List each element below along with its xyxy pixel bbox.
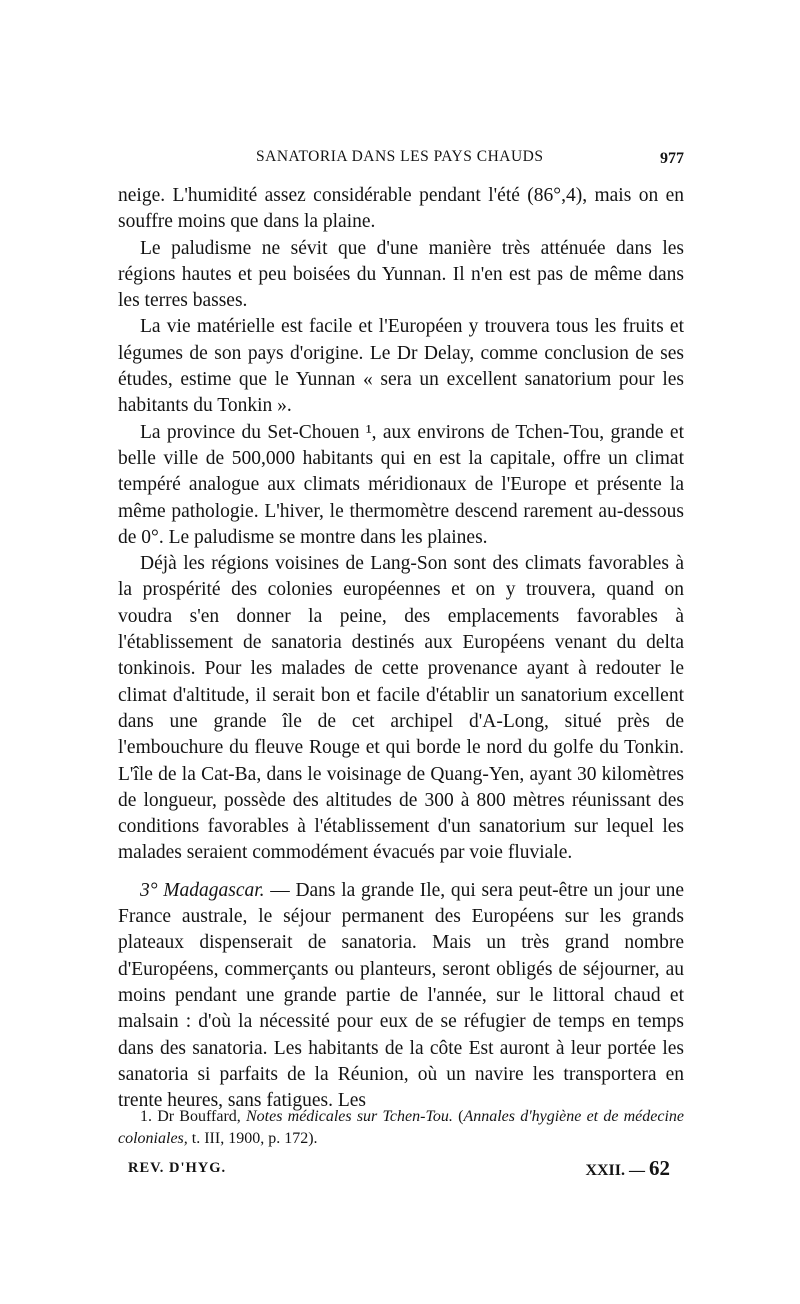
signature-mark — [585, 1156, 670, 1181]
volume-number: XXII. — — [585, 1162, 645, 1179]
footnote-title: Notes médicales sur Tchen-Tou. — [246, 1108, 453, 1125]
paragraph-5: Déjà les régions voisines de Lang-Son sont des climats favorables à la prospérité des colonies européennes et on y trouvera, quand on voudra s'en donner la peine, des emplacements favorables à l'établissement de sanatoria destinés aux Européens venant du delta tonkinois. Pour les malades de cette provenance ayant à redouter le climat d'altitude, il serait bon et facile d'établir un sanatorium excellent dans une grande île de cet archipel d'A-Long, situé près de l'embouchure du fleuve Rouge et qui borde le nord du golfe du Tonkin. L'île de la Cat-Ba, dans le voisinage de Quang-Yen, ayant 30 kilomètres de longueur, possède des altitudes de 300 à 800 mètres réunissant des conditions favorables à l'établissement d'un sanatorium sur lequel les malades seraient commodément évacués par voie fluviale. — [118, 553, 684, 864]
paragraph-2: Le paludisme ne sévit que d'une manière très atténuée dans les régions hautes et peu boisées du Yunnan. Il n'en est pas de même dans les terres basses. — [118, 237, 684, 312]
running-header — [118, 148, 684, 174]
paragraph-3: La vie matérielle est facile et l'Européen y trouvera tous les fruits et légumes de son pays d'origine. Le Dr Delay, comme conclusion de ses études, estime que le Yunnan « sera un excellent sanatorium pour les habitants du Tonkin ». — [118, 316, 684, 417]
footnote-journal: Annales d'hygiène et de médecine coloniales, — [118, 1108, 685, 1147]
footnote-details: t. III, 1900, p. 172). — [191, 1130, 318, 1147]
footnotes — [118, 1106, 684, 1150]
footnote-marker: 1. — [140, 1108, 152, 1125]
body-text — [118, 183, 684, 1114]
page-number: 977 — [660, 150, 684, 167]
footnote-1 — [118, 1106, 684, 1150]
section-label-madagascar: 3° Madagascar. — [140, 879, 265, 901]
footnote-open-paren: ( — [458, 1108, 464, 1125]
paragraph-4: La province du Set-Chouen ¹, aux environs de Tchen-Tou, grande et belle ville de 500,000 habitants qui en est la capitale, offre un climat tempéré analogue aux climats méridionaux de l'Europe et présente la même pathologie. L'hiver, le thermomètre descend rarement au-dessous de 0°. Le paludisme se montre dans les plaines. — [118, 421, 684, 548]
paragraph-madagascar — [118, 878, 684, 1115]
footnote-author: Dr Bouffard, — [157, 1108, 241, 1125]
printer-signature — [128, 1156, 684, 1184]
paragraph-1: neige. L'humidité assez considérable pendant l'été (86°,4), mais on en souffre moins que dans la plaine. — [118, 185, 684, 233]
sheet-number: 62 — [649, 1156, 670, 1180]
journal-abbreviation: REV. D'HYG. — [128, 1160, 227, 1176]
running-title: SANATORIA DANS LES PAYS CHAUDS — [256, 148, 544, 165]
paragraph-madagascar-text: — Dans la grande Ile, qui sera peut-être un jour une France australe, le séjour permanent des Européens sur les grands plateaux dispenserait de sanatoria. Mais un très grand nombre d'Européens, commerçants ou planteurs, seront obligés de séjourner, au moins pendant une grande partie de l'année, sur le littoral chaud et malsain : d'où la nécessité pour eux de se réfugier de temps en temps dans des sanatoria. Les habitants de la côte Est auront à leur portée les sanatoria si parfaits de la Réunion, où un navire les transportera en trente heures, sans fatigues. Les — [118, 879, 685, 1112]
